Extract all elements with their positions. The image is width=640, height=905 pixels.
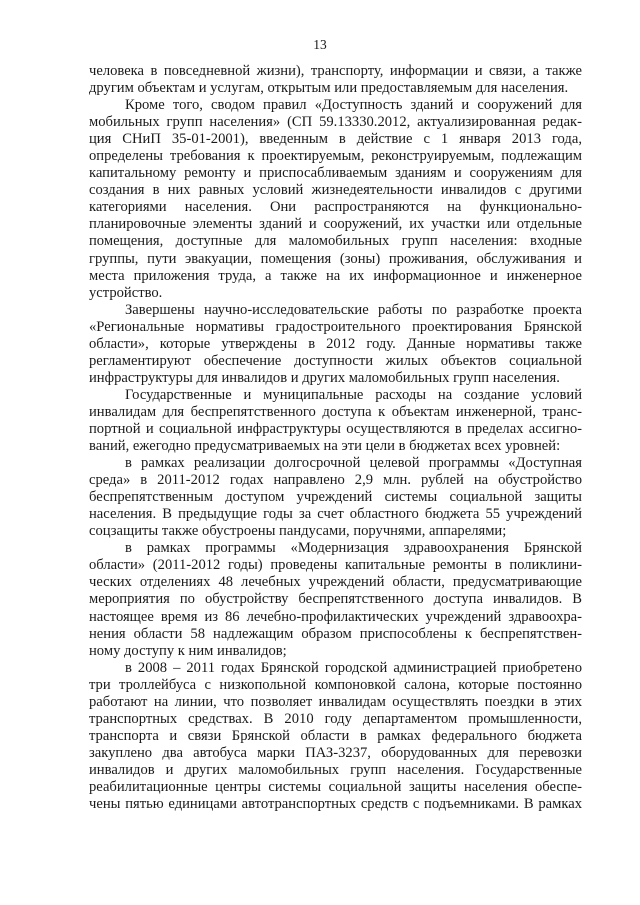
text-line: Государственные и муниципальные расходы на создание условий (125, 386, 582, 403)
text-line: Кроме того, сводом правил «Доступность зданий и сооружений для (125, 97, 582, 114)
text-line: три троллейбуса с низкопольной компоновкой салона, которые постоянно (89, 676, 582, 693)
text-line: портной и социальной инфраструктуры осуществляются в пределах ассигно- (89, 420, 582, 437)
text-line: «Региональные нормативы градостроительного проектирования Брянской (89, 318, 582, 335)
text-line: области», которые утверждены в 2012 году. Данные нормативы также (89, 335, 582, 352)
text-line: области» (2011-2012 годы) проведены капитальные ремонты в поликлини- (89, 557, 582, 574)
page-number: 13 (313, 37, 327, 52)
text-line: инвалидам для беспрепятственного доступа к объектам инженерной, транс- (89, 403, 582, 420)
text-line: среда» в 2011-2012 годах направлено 2,9 млн. рублей на обустройство (89, 472, 582, 489)
text-line: в рамках программы «Модернизация здравоохранения Брянской (125, 540, 582, 557)
text-line: закуплено два автобуса марки ПАЗ-3237, оборудованных для перевозки (89, 744, 582, 761)
text-line: категориями населения. Они распространяются на функционально- (89, 199, 582, 216)
text-line: в 2008 – 2011 годах Брянской городской администрацией приобретено (125, 659, 582, 676)
text-line: устройство. (89, 284, 163, 301)
text-line: мероприятия по обустройству беспрепятственного доступа инвалидов. В (89, 591, 582, 608)
text-line: другим объектам и услугам, открытым или предоставляемым для населения. (89, 80, 569, 97)
text-line: группы, пути эвакуации, помещения (зоны) проживания, обслуживания и (89, 250, 582, 267)
text-line: ваний, ежегодно предусматриваемых на эти цели в бюджетах всех уровней: (89, 438, 561, 455)
text-line: беспрепятственным доступом учреждений системы социальной защиты (89, 489, 582, 506)
text-line: ческих отделениях 48 лечебных учреждений области, предусматривающие (89, 574, 582, 591)
text-line: инвалидов и других маломобильных групп населения. Государственные (89, 761, 582, 778)
text-line: настоящее время из 86 лечебно-профилактических учреждений здравоохра- (89, 608, 582, 625)
text-line: капитальному ремонту и приспосабливаемым зданиям и сооружениям для (89, 165, 582, 182)
text-line: ному доступу к ним инвалидов; (89, 642, 287, 659)
text-line: места приложения труда, а также на их информационное и инженерное (89, 267, 582, 284)
text-line: реабилитационные центры системы социальной защиты населения обеспе- (89, 778, 582, 795)
text-line: создания в них равных условий жизнедеятельности инвалидов с другими (89, 182, 582, 199)
text-line: транспортных средствах. В 2010 году департаментом промышленности, (89, 710, 582, 727)
text-line: в рамках реализации долгосрочной целевой программы «Доступная (125, 455, 582, 472)
text-line: инфраструктуры для инвалидов и других маломобильных групп населения. (89, 369, 560, 386)
text-line: помещения, доступные для маломобильных групп населения: входные (89, 233, 582, 250)
body-text (89, 63, 582, 813)
text-line: работают на линии, что позволяет инвалидам осуществлять поездки в этих (89, 693, 582, 710)
text-line: Завершены научно-исследовательские работы по разработке проекта (125, 301, 582, 318)
text-line: соцзащиты также обустроены пандусами, поручнями, аппарелями; (89, 523, 507, 540)
text-line: регламентируют обеспечение доступности жилых объектов социальной (89, 352, 582, 369)
text-line: транспорта и связи Брянской области в рамках федерального бюджета (89, 727, 582, 744)
text-line: ция СНиП 35-01-2001), введенным в действие с 1 января 2013 года, (89, 131, 582, 148)
text-line: чены пятью единицами автотранспортных средств с подъемниками. В рамках (89, 796, 582, 813)
text-line: человека в повседневной жизни), транспорту, информации и связи, а также (89, 63, 582, 79)
text-line: нения области 58 надлежащим образом приспособлены к беспрепятствен- (89, 625, 582, 642)
text-line: планировочные элементы зданий и сооружений, их участки или отдельные (89, 216, 582, 233)
text-line: определены требования к проектируемым, реконструируемым, подлежащим (89, 148, 582, 165)
text-line: мобильных групп населения» (СП 59.13330.2012, актуализированная редак- (89, 114, 582, 131)
text-line: населения. В предыдущие годы за счет областного бюджета 55 учреждений (89, 506, 582, 523)
